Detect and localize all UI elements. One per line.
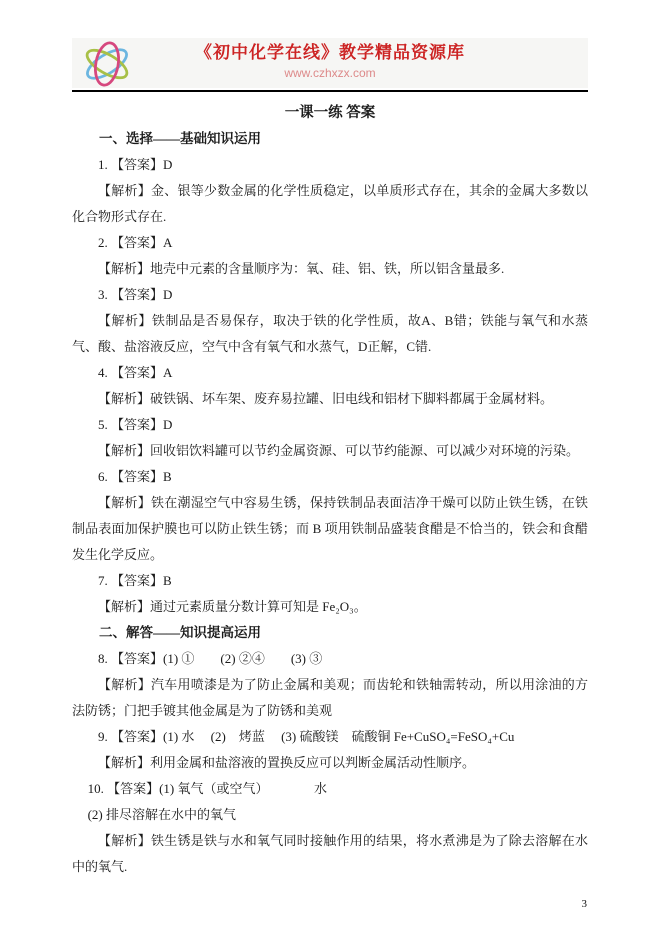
- paragraph: 3. 【答案】D: [98, 287, 173, 302]
- site-header-box: [72, 38, 588, 88]
- header-divider: [72, 90, 588, 92]
- paragraph: 【解析】回收铝饮料罐可以节约金属资源、可以节约能源、可以减少对环境的污染。: [98, 443, 580, 458]
- paragraph: 1. 【答案】D: [98, 157, 173, 172]
- paragraph: 2. 【答案】A: [98, 235, 173, 250]
- paragraph: 9. 【答案】(1) 水 (2) 烤蓝 (3) 硫酸镁 硫酸铜 Fe+CuSO₄=FeSO₄+Cu: [98, 729, 515, 744]
- section-heading: 一、选择——基础知识运用: [99, 131, 261, 146]
- paragraph-list: [72, 126, 588, 880]
- paragraph: 6. 【答案】B: [98, 469, 172, 484]
- paragraph: 10. 【答案】(1) 氧气（或空气） 水: [87, 781, 328, 796]
- paragraph: 【解析】金、银等少数金属的化学性质稳定，以单质形式存在，其余的金属大多数以化合物形式存在.: [72, 183, 588, 224]
- paragraph: 【解析】铁制品是否易保存，取决于铁的化学性质，故A、B错；铁能与氧气和水蒸气、酸、盐溶液反应，空气中含有氧气和水蒸气，D正解，C错.: [72, 313, 588, 354]
- paragraph: 5. 【答案】D: [98, 417, 173, 432]
- site-title: 《初中化学在线》教学精品资源库: [195, 43, 465, 62]
- paragraph: 【解析】地壳中元素的含量顺序为：氧、硅、铝、铁，所以铝含量最多.: [98, 261, 505, 276]
- section-heading: 二、解答——知识提高运用: [99, 625, 261, 640]
- paragraph: 【解析】汽车用喷漆是为了防止金属和美观；而齿轮和铁轴需转动，所以用涂油的方法防锈；门把手镀其他金属是为了防锈和美观: [72, 677, 588, 718]
- paragraph: 8. 【答案】(1) ① (2) ②④ (3) ③: [98, 651, 323, 666]
- paragraph: 7. 【答案】B: [98, 573, 172, 588]
- page-number: 3: [581, 898, 587, 910]
- document-body: [72, 100, 588, 880]
- paragraph: 4. 【答案】A: [98, 365, 173, 380]
- paragraph: 【解析】利用金属和盐溶液的置换反应可以判断金属活动性顺序。: [98, 755, 476, 770]
- site-header-text: [72, 41, 588, 81]
- doc-title: 一课一练 答案: [284, 105, 376, 121]
- paragraph: 【解析】铁生锈是铁与水和氧气同时接触作用的结果，将水煮沸是为了除去溶解在水中的氧气.: [72, 833, 588, 874]
- paragraph: (2) 排尽溶解在水中的氧气: [87, 807, 237, 822]
- site-url: www.czhxzx.com: [284, 66, 376, 80]
- paragraph: 【解析】破铁锅、坏车架、废弃易拉罐、旧电线和铝材下脚料都属于金属材料。: [98, 391, 554, 406]
- paragraph: 【解析】铁在潮湿空气中容易生锈，保持铁制品表面洁净干燥可以防止铁生锈，在铁制品表面加保护膜也可以防止铁生锈；而 B 项用铁制品盛装食醋是不恰当的，铁会和食醋发生化学反应。: [72, 495, 588, 562]
- paragraph: 【解析】通过元素质量分数计算可知是 Fe₂O₃。: [98, 599, 367, 614]
- site-header: [72, 38, 588, 92]
